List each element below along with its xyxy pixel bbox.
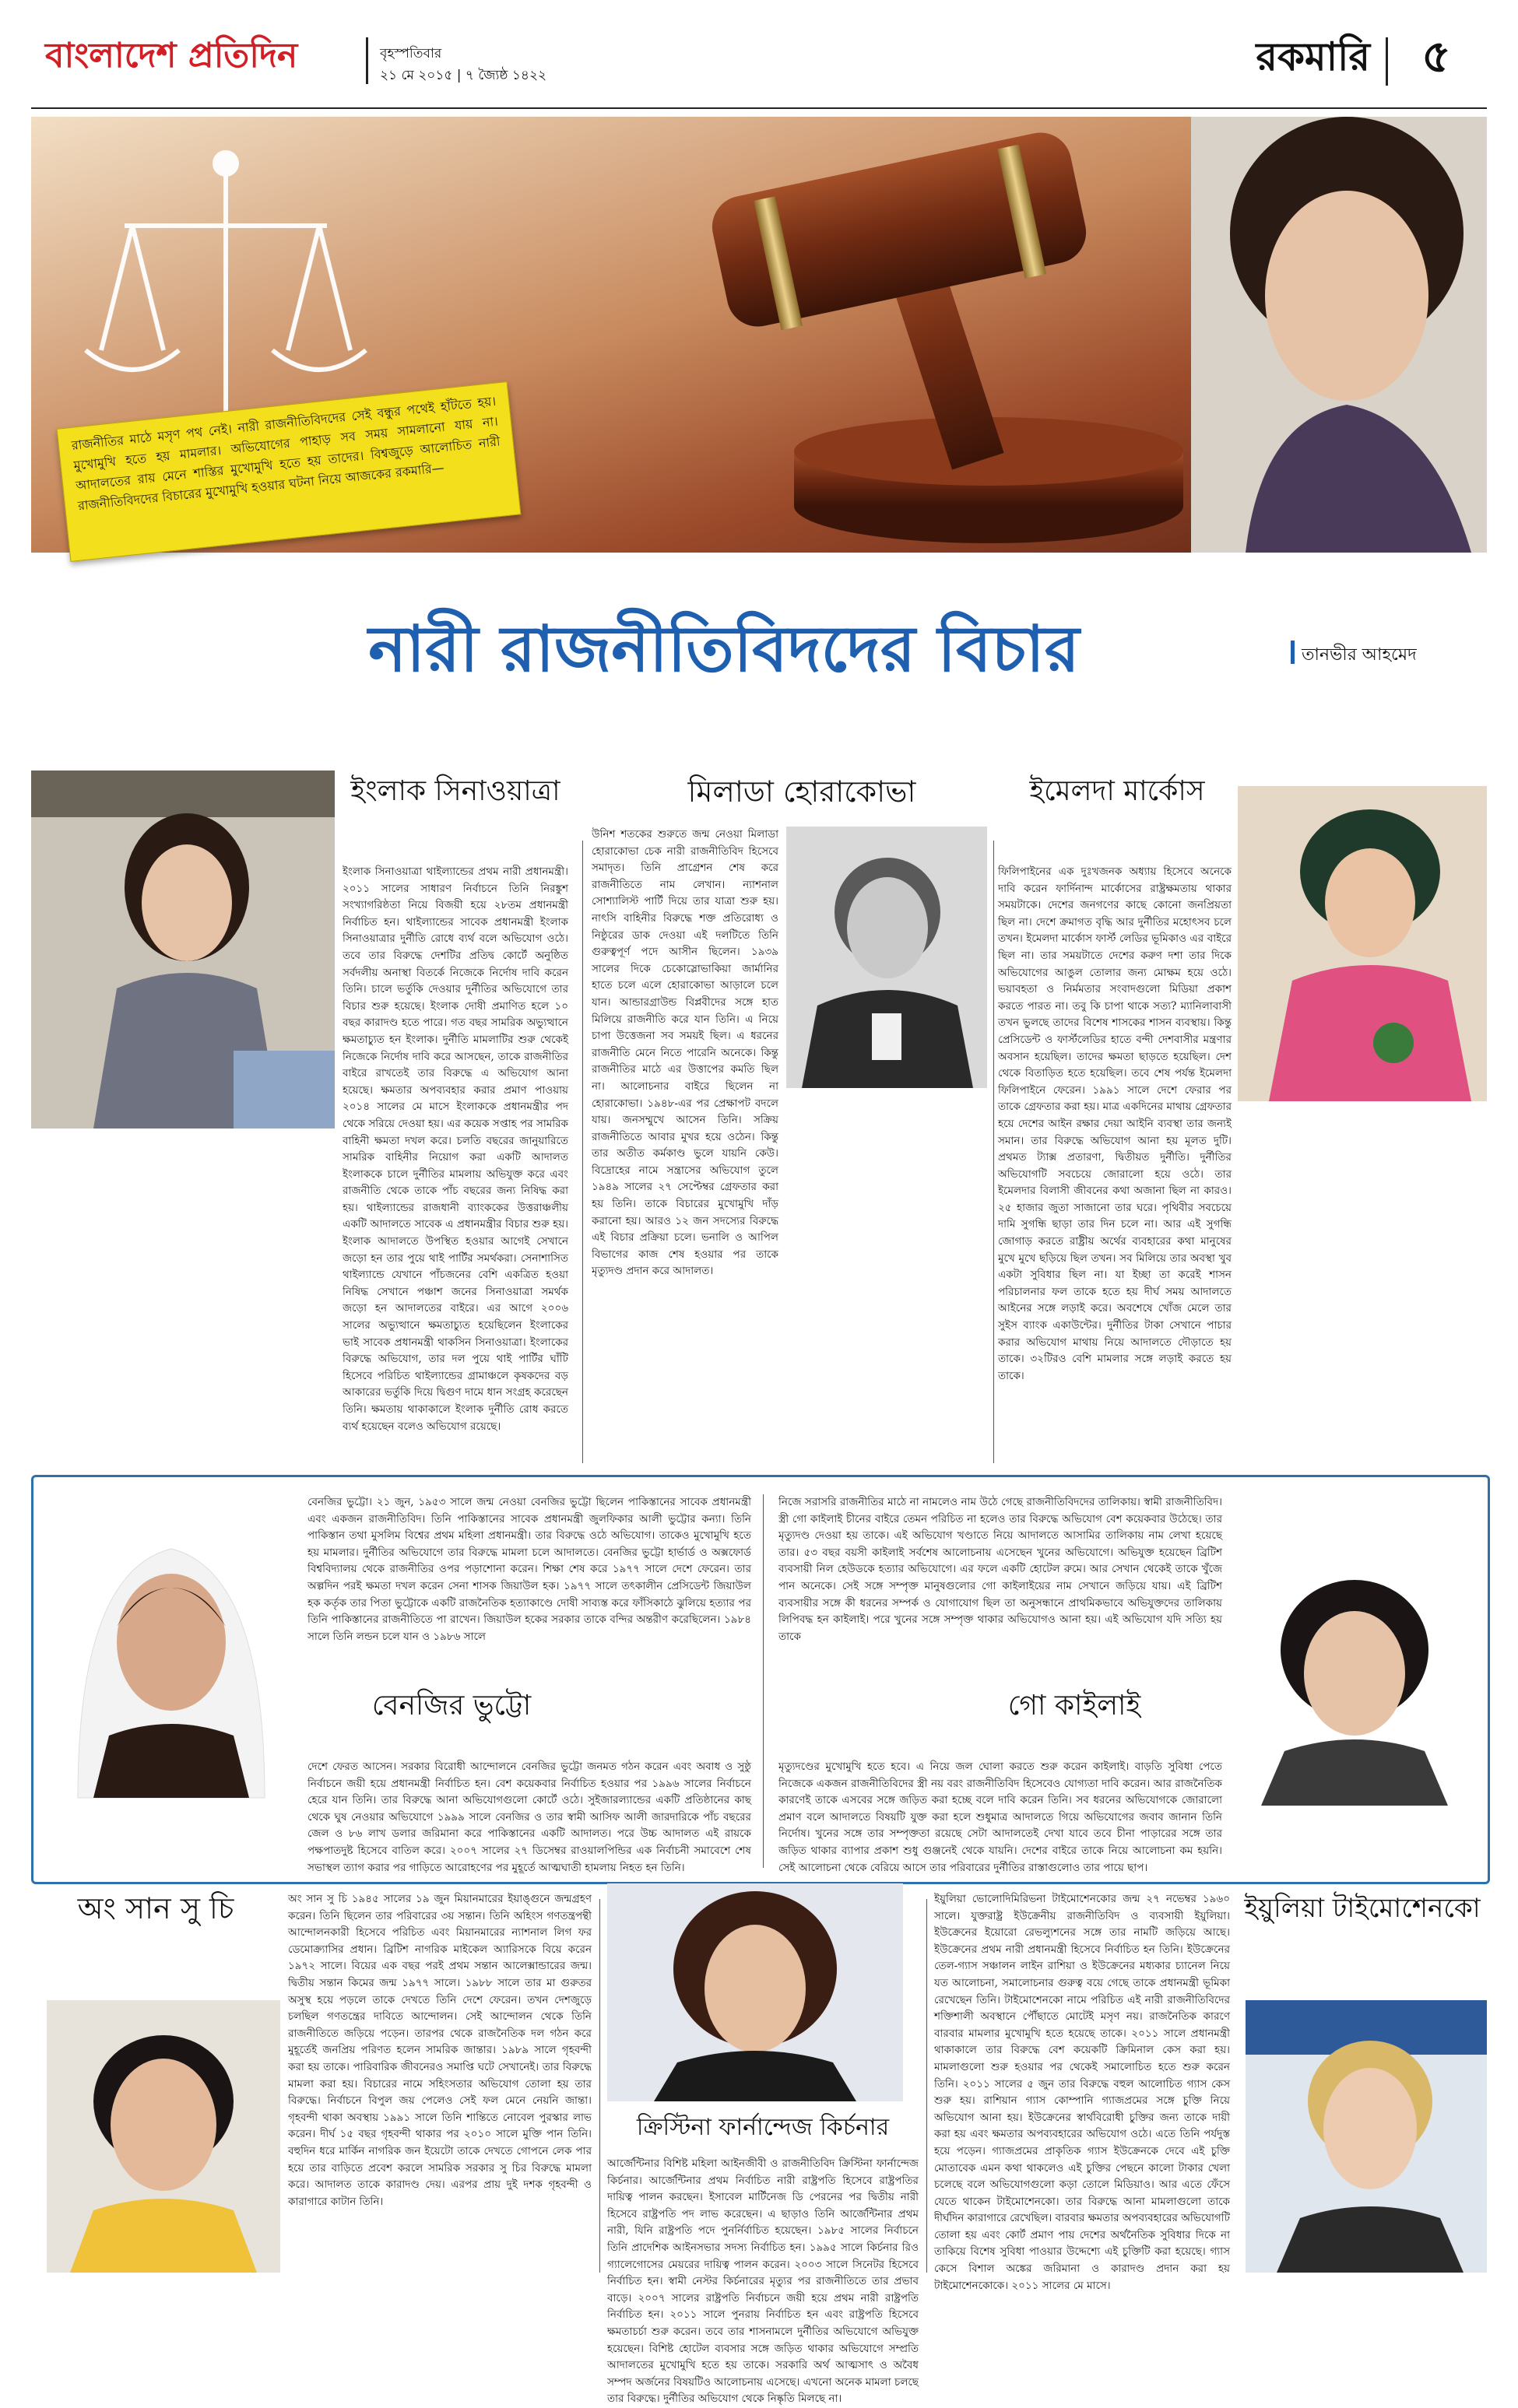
horakova-photo bbox=[786, 827, 987, 1088]
masthead bbox=[0, 0, 1518, 117]
logo-divider bbox=[366, 37, 368, 84]
horakova-body: উনিশ শতকের শুরুতে জন্ম নেওয়া মিলাডা হোরাকোভা চেক নারী রাজনীতিবিদ হিসেবে সমাদৃত। তিনি প্রাগ্রেশন শেষ করে রাজনীতিতে নাম লেখান। ন্যাশনাল সোশ্যালিস্ট পার্টি দিয়ে তার যাত্রা শুরু হয়। নাৎসি বাহিনীর বিরুদ্ধে শক্ত প্রতিরোধ্য ও নিষ্ঠুরের ডাক দেওয়া এই দলটিতে তিনি গুরুত্বপূর্ণ পদে আসীন ছিলেন। ১৯৩৯ সালের দিকে চেকোস্লোভাকিয়া জার্মানির হাতে চলে এলে হোরাকোভা আড়ালে চলে যান। আন্ডারগ্রাউন্ড বিপ্লবীদের সঙ্গে হাত মিলিয়ে রাজনীতি করে যান তিনি। এ নিয়ে চাপা উত্তেজনা সব সময়ই ছিল। এ ধরনের রাজনীতি মেনে নিতে পারেনি অনেকে। কিন্তু রাজনীতির মাঠে এর উত্তাপের কমতি ছিল না। আলোচনার বাইরে ছিলেন না হোরাকোভা। ১৯৪৮-এর পর প্রেক্ষাপট বদলে যায়। জনসম্মুখে আসেন তিনি। সক্রিয় রাজনীতিতে আবার মুখর হয়ে ওঠেন। কিন্তু তার অতীত কর্মকাণ্ড ভুলে যায়নি কেউ। বিদ্রোহের নামে সন্ত্রাসের অভিযোগ তুলে ১৯৪৯ সালের ২৭ সেপ্টেম্বর গ্রেফতার করা হয় তিনি। তাকে বিচারের মুখোমুখি দাঁড় করানো হয়। আরও ১২ জন সদস্যের বিরুদ্ধে এই বিচার প্রক্রিয়া চলে। ভনালি ও আপিল বিভাগের কাজ শেষ হওয়ার পর তাকে মৃত্যুদণ্ড প্রদান করে আদালত। bbox=[592, 828, 778, 1278]
bhutto-photo bbox=[47, 1502, 296, 1798]
page-number: ৫ bbox=[1421, 30, 1451, 82]
gukailai-photo bbox=[1238, 1557, 1471, 1806]
page-headline: নারী রাজনীতিবিদদের বিচার bbox=[368, 613, 1080, 686]
column-rule bbox=[926, 1899, 927, 2273]
column-rule bbox=[599, 1899, 600, 2273]
tymoshenko-body: ইয়ুলিয়া ভোলোদিমিরিভনা টাইমোশেনকোর জন্ম ২৭ নভেম্বর ১৯৬০ সালে। যুক্তরাষ্ট্র ইউক্রেনীয় রাজনীতিবিদ ও ব্যবসায়ী ইয়ুলিয়া। ইউক্রেনের ইয়োরো রেভল্যুশনের সঙ্গে তার নামটি জড়িয়ে আছে। ইউক্রেনের প্রথম নারী প্রধানমন্ত্রী হিসেবে নির্বাচিত হন তিনি। ইউক্রেনের তেল-গ্যাস সঞ্চালন লাইন রাশিয়া ও ইউক্রেনের মধ্যকার চ্যানেল নিয়ে যত আলোচনা, সমালোচনার গুরুত্ব বয়ে গেছে তাকে প্রধানমন্ত্রী ভূমিকা রেখেছেন তিনি। টাইমোশেনকো নামে পরিচিত এই নারী রাজনীতিবিদের শক্তিশালী অবস্থানে পৌঁছাতে মোটেই মসৃণ নয়। রাজনৈতিক কারণে বারবার মামলার মুখোমুখি হতে হয়েছে তাকে। ২০১১ সালে প্রধানমন্ত্রী থাকাকালে তার বিরুদ্ধে বেশ কয়েকটি ক্রিমিনাল কেস করা হয়। মামলাগুলো শুরু হওয়ার পর থেকেই সমালোচিত হতে শুরু করেন তিনি। ২০১১ সালের ৫ জুন তার বিরুদ্ধে বহুল আলোচিত গ্যাস কেস শুরু হয়। রাশিয়ান গ্যাস কোম্পানি গ্যাজপ্রমের সঙ্গে চুক্তি নিয়ে অভিযোগ আনা হয়। ইউক্রেনের স্বার্থবিরোধী চুক্তির জন্য তাকে দায়ী করা হয় এবং ক্ষমতার অপব্যবহারের অভিযোগ ওঠে। এতে তিনি পর্যদুস্ত হয়ে পড়েন। গ্যাজপ্রমের প্রাকৃতিক গ্যাস ইউক্রেনকে দেবে এই চুক্তি মোতাবেক এমন কথা থাকলেও এই চুক্তির পেছনে কালো টাকার খেলা চলেছে বলে অভিযোগগুলো কড়া তোলে মিডিয়াও। আর এতে ফেঁসে যেতে থাকেন টাইমোশেনকো। তার বিরুদ্ধে আনা মামলাগুলো তাকে দীর্ঘদিন কারাগারে রেখেছিল। বারবার ক্ষমতার অপব্যবহারের অভিযোগটি তোলা হয় এবং কোর্ট প্রমাণ পায় দেশের অর্থনৈতিক সুবিধার দিকে না তাকিয়ে বিশেষ সুবিধা পাওয়ার উদ্দেশ্যে এই চুক্তিটি করা হয়েছে। গ্যাস কেসে বিশাল অঙ্কের জরিমানা ও কারাদণ্ড প্রদান করা হয় টাইমোশেনকোকে। ২০১১ সালের মে মাসে। bbox=[934, 1893, 1230, 2292]
hero-banner bbox=[31, 117, 1487, 553]
tymoshenko-name: ইয়ুলিয়া টাইমোশেনকো bbox=[1244, 1893, 1481, 1924]
gukailai-body-top: নিজে সরাসরি রাজনীতির মাঠে না নামলেও নাম উঠে গেছে রাজনীতিবিদদের তালিকায়। স্বামী রাজনীতিবিদ। স্ত্রী গো কাইলাই চীনের বাইরে তেমন পরিচিত না হলেও তার বিরুদ্ধে অভিযোগ বেশ কয়েকবার উঠেছে। তার মৃত্যুদণ্ড দেওয়া হয় তাকে। এই অভিযোগ খণ্ডাতে নিয়ে আদালতে আসামির তালিকায় নাম লেখা হয়েছে তার। ৫৩ বছর বয়সী কাইলাই সর্বশেষ আলোচনায় এসেছেন খুনের অভিযোগে। অভিযুক্ত হয়েছেন ব্রিটিশ ব্যবসায়ী নিল হেউডকে হত্যার অভিযোগে। এর ফলে একটি হোটেল রুমে। আর সেখান থেকেই তাকে খুঁজে পান অনেকে। সেই সঙ্গে সম্পৃক্ত মানুষগুলোর গো কাইলাইয়ের নাম সেখানে জড়িয়ে যায়। এই ব্রিটিশ ব্যবসায়ীর সঙ্গে কী ধরনের সম্পর্ক ও যোগাযোগ ছিল তা অনুসন্ধানে প্রাথমিকভাবে অভিযুক্তদের তালিকায় লিপিবদ্ধ হন কাইলাই। পরে খুনের সঙ্গে সম্পৃক্ত থাকার অভিযোগও আনা হয়। এই অভিযোগ যদি সত্যি হয় তাকে bbox=[778, 1496, 1222, 1643]
newspaper-logo[interactable]: বাংলাদেশ প্রতিদিন bbox=[45, 36, 298, 75]
imelda-name: ইমেলদা মার্কোস bbox=[1029, 775, 1205, 807]
suukyi-name: অং সান সু চি bbox=[77, 1891, 234, 1925]
bhutto-body-top: বেনজির ভুট্টো। ২১ জুন, ১৯৫৩ সালে জন্ম নেওয়া বেনজির ভুট্টো ছিলেন পাকিস্তানের সাবেক প্রধানমন্ত্রী এবং একজন রাজনীতিবিদ। তিনি পাকিস্তানের সাবেক প্রধানমন্ত্রী জুলফিকার আলী ভুট্টোর কন্যা। তিনি পাকিস্তান তথা মুসলিম বিশ্বের প্রথম মহিলা প্রধানমন্ত্রী। তার বিরুদ্ধে ওঠে অভিযোগ। তাকেও মুখোমুখি হতে হয় মামলার। দুর্নীতির অভিযোগে তার বিরুদ্ধে মামলা চলে আদালতে। বেনজির ভুট্টো হার্ভার্ড ও অক্সফোর্ড বিশ্ববিদ্যালয় থেকে রাজনীতির ওপর পড়াশোনা করেন। শিক্ষা শেষ করে ১৯৭৭ সালে দেশে ফেরেন। তার অল্পদিন পরই ক্ষমতা দখল করেন সেনা শাসক জিয়াউল হক। ১৯৭৭ সালে তৎকালীন প্রেসিডেন্ট জিয়াউল হক কর্তৃক তার পিতা ভুট্টোকে একটি রাজনৈতিক হত্যাকাণ্ডে দোষী সাব্যস্ত করে ফাঁসিকাঠে ঝুলিয়ে হত্যার পর তিনি পাকিস্তানের রাজনীতিতে পা রাখেন। জিয়াউল হকের সরকার তাকে বন্দির অন্তরীণ করেছিলেন। ১৯৮৪ সালে তিনি লন্ডন চলে যান ও ১৯৮৬ সালে bbox=[307, 1496, 751, 1643]
bhutto-name: বেনজির ভুট্টো bbox=[311, 1689, 592, 1729]
suukyi-body: অং সান সু চি ১৯৪৫ সালের ১৯ জুন মিয়ানমারের ইয়াঙ্গুনে জন্মগ্রহণ করেন। তিনি ছিলেন তার পরিবারের ৩য় সন্তান। তিনি অহিংস গণতন্ত্রপন্থী আন্দোলনকারী হিসেবে পরিচিত এবং মিয়ানমারের ন্যাশনাল লিগ ফর ডেমোক্র্যাসির প্রধান। ব্রিটিশ নাগরিক মাইকেল অ্যারিসকে বিয়ে করেন ১৯৭২ সালে। বিয়ের এক বছর পরই প্রথম সন্তান আলেক্সান্ডারের জন্ম। দ্বিতীয় সন্তান কিমের জন্ম ১৯৭৭ সালে। ১৯৮৮ সালে তার মা গুরুতর অসুস্থ হয়ে পড়লে তাকে দেখতে তিনি দেশে ফেরেন। তখন দেশজুড়ে চলছিল গণতন্ত্রের দাবিতে আন্দোলন। সেই আন্দোলন থেকে তিনি রাজনীতিতে জড়িয়ে পড়েন। তারপর থেকে রাজনৈতিক দল গঠন করে মুহূর্তেই জনপ্রিয় পরিণত হলেন সামরিক জান্তার। ১৯৮৯ সালে গৃহবন্দী করা হয় তাকে। পারিবারিক জীবনেরও সমাপ্তি ঘটে সেখানেই। তার বিরুদ্ধে মামলা করা হয়। বিচারের নামে সহিংসতার অভিযোগ তোলা হয় তার বিরুদ্ধে। নির্বাচনে বিপুল জয় পেলেও সেই ফল মেনে নেয়নি জান্তা। গৃহবন্দী থাকা অবস্থায় ১৯৯১ সালে তিনি শান্তিতে নোবেল পুরস্কার লাভ করেন। দীর্ঘ ১৫ বছর গৃহবন্দী থাকার পর ২০১০ সালে মুক্তি পান তিনি। বহুদিন ধরে মার্কিন নাগরিক জন ইয়েটো তাকে দেখতে গোপনে লেক পার হয়ে তার বাড়িতে প্রবেশ করলে সামরিক সরকার সু চির বিরুদ্ধে মামলা করে। আদালত তাকে কারাদণ্ড দেয়। এরপর প্রায় দুই দশক গৃহবন্দী ও কারাগারে কাটান তিনি। bbox=[288, 1893, 592, 2208]
yingluck-body: ইংলাক সিনাওয়াত্রা থাইল্যান্ডের প্রথম নারী প্রধানমন্ত্রী। ২০১১ সালের সাধারণ নির্বাচনে তিনি নিরঙ্কুশ সংখ্যাগরিষ্ঠতা নিয়ে বিজয়ী হয়ে ২৮তম প্রধানমন্ত্রী নির্বাচিত হন। থাইল্যান্ডের সাবেক প্রধানমন্ত্রী ইংলাক সিনাওয়াত্রার দুর্নীতি রোধে ব্যর্থ বলে অভিযোগ ওঠে। তবে তার বিরুদ্ধে দেশটির প্রতিদ্ব কোর্টে অনুষ্ঠিত সর্বদলীয় অনাস্থা বিতর্কে নিজেকে নির্দোষ দাবি করেন তিনি। চালে ভর্তুকি দেওয়ার দুর্নীতির অভিযোগে তার বিচার শুরু হয়েছে। ইংলাক দোষী প্রমাণিত হলে ১০ বছর কারাদণ্ড হতে পারে। গত বছর সামরিক অভ্যুত্থানে ক্ষমতাচ্যুত হন ইংলাক। দুর্নীতি মামলাটির শুরু থেকেই নিজেকে নির্দোষ দাবি করে আসছেন, তাকে রাজনীতির বাইরে রাখতেই তার বিরুদ্ধে এ অভিযোগ আনা হয়েছে। ক্ষমতার অপব্যবহার করার প্রমাণ পাওয়ায় ২০১৪ সালের মে মাসে ইংলাককে প্রধানমন্ত্রীর পদ থেকে সরিয়ে দেওয়া হয়। এর কয়েক সপ্তাহ পর সামরিক বাহিনী ক্ষমতা দখল করে। চলতি বছরের জানুয়ারিতে সামরিক বাহিনীর নিয়োগ করা একটি আদালত ইংলাককে চালে দুর্নীতির মামলায় অভিযুক্ত করে এবং রাজনীতি থেকে তাকে পাঁচ বছরের জন্য নিষিদ্ধ করা হয়। থাইল্যান্ডের রাজধানী ব্যাংককের উত্তরাঞ্চলীয় একটি আদালতে সাবেক এ প্রধানমন্ত্রীর বিচার শুরু হয়। ইংলাক আদালতে উপস্থিত হওয়ার আগেই সেখানে জড়ো হন তার পুয়ে থাই পার্টির সমর্থকরা। সেনাশাসিত থাইল্যান্ডে যেখানে পাঁচজনের বেশি একত্রিত হওয়া নিষিদ্ধ সেখানে পঞ্চাশ জনের সিনাওয়াত্রা সমর্থক জড়ো হন আদালতের বাইরে। এর আগে ২০০৬ সালের অভ্যুত্থানে ক্ষমতাচ্যুত হয়েছিলেন ইংলাকের ভাই সাবেক প্রধানমন্ত্রী থাকসিন সিনাওয়াত্রা। ইংলাকের বিরুদ্ধে অভিযোগ, তার দল পুয়ে থাই পার্টির ঘাঁটি হিসেবে পরিচিত থাইল্যান্ডের গ্রামাঞ্চলে কৃষকদের বড় আকারের ভর্তুকি দিয়ে দ্বিগুণ দামে ধান সংগ্রহ করেছেন তিনি। ক্ষমতায় থাকাকালে ইংলাক দুর্নীতি রোধ করতে ব্যর্থ হয়েছেন বলেও অভিযোগ রয়েছে। bbox=[343, 865, 568, 1433]
masthead-rule bbox=[31, 107, 1487, 109]
yingluck-photo bbox=[31, 770, 335, 1129]
column-rule bbox=[582, 841, 583, 1463]
horakova-name: মিলাডা হোরাকোভা bbox=[687, 774, 916, 809]
column-rule bbox=[763, 1494, 764, 1868]
yingluck-name: ইংলাক সিনাওয়াত্রা bbox=[350, 775, 560, 807]
byline-bar bbox=[1291, 641, 1295, 664]
kirchner-body: আর্জেন্টিনার বিশিষ্ট মহিলা আইনজীবী ও রাজনীতিবিদ ক্রিস্টিনা ফার্নান্দেজ কির্চনার। আর্জেন্টিনার প্রথম নির্বাচিত নারী রাষ্ট্রপতি হিসেবে রাষ্ট্রপতির দায়িত্ব পালন করছেন। ইসাবেল মার্টিনেজ ডি পেরনের পর দ্বিতীয় নারী হিসেবে রাষ্ট্রপতি পদ লাভ করেছেন। এ ছাড়াও তিনি আর্জেন্টিনার প্রথম নারী, যিনি রাষ্ট্রপতি পদে পুনর্নির্বাচিত হয়েছেন। ১৯৮৫ সালের নির্বাচনে তিনি প্রাদেশিক আইনসভার সদস্য নির্বাচিত হন। ১৯৯৫ সালে কির্চনার রিও গ্যালেগোসের মেয়রের দায়িত্ব পালন করেন। ২০০৩ সালে সিনেটর হিসেবে নির্বাচিত হন। স্বামী নেস্টর কির্চনারের মৃত্যুর পর রাজনীতিতে তার প্রভাব বাড়ে। ২০০৭ সালের রাষ্ট্রপতি নির্বাচনে জয়ী হয়ে প্রথম নারী রাষ্ট্রপতি নির্বাচিত হন। ২০১১ সালে পুনরায় নির্বাচিত হন এবং রাষ্ট্রপতি হিসেবে ক্ষমতাচর্চা শুরু করেন। তবে তার শাসনামলে দুর্নীতির অভিযোগে অভিযুক্ত হয়েছেন। বিশিষ্ট হোটেল ব্যবসার সঙ্গে জড়িত থাকার অভিযোগে সম্প্রতি আদালতের মুখোমুখি হতে হয় তাকে। সরকারি অর্থ আত্মসাৎ ও অবৈধ সম্পদ অর্জনের বিষয়টিও আলোচনায় এসেছে। এখনো অনেক মামলা চলছে তার বিরুদ্ধে। দুর্নীতির অভিযোগ থেকে নিষ্কৃতি মিলছে না। bbox=[607, 2157, 919, 2406]
hero-caption: রাজনীতির মাঠে মসৃণ পথ নেই। নারী রাজনীতিবিদদের সেই বন্ধুর পথেই হাঁটতে হয়। মুখোমুখি হতে হয় মামলার। অভিযোগের পাহাড় সব সময় সামলানো যায় না। আদালতের রায় মেনে শাস্তির মুখোমুখি হতে হয় তাদের। বিশ্বজুড়ে আলোচিত নারী রাজনীতিবিদদের বিচারের মুখোমুখি হওয়ার ঘটনা নিয়ে আজকের রকমারি— bbox=[70, 393, 501, 514]
suukyi-photo bbox=[47, 2000, 280, 2273]
imelda-body: ফিলিপাইনের এক দুঃখজনক অধ্যায় হিসেবে অনেকে দাবি করেন ফার্দিনান্দ মার্কোসের রাষ্ট্রক্ষমতায় থাকার সময়টাকে। দেশের জনগণের কাছে কোনো জনপ্রিয়তা ছিল না। দেশে ক্রমাগত বৃদ্ধি আর দুর্নীতির মহোৎসব চলে তখন। ইমেলদা মার্কোস ফার্স্ট লেডির ভূমিকাও এর বাইরে ছিল না। তার সময়টাতে দেশের করুণ দশা তার দিকে অভিযোগের আঙুল তোলার জন্য মোক্ষম হয়ে ওঠে। ভয়াবহতা ও নির্মমতার সংবাদগুলো মিডিয়া প্রকাশ করতে পারত না। তবু কি চাপা থাকে সত্য? ম্যানিলাবাসী তখন ভুলছে তাদের বিশেষ শাসকের শাসন ব্যবস্থায়। কিন্তু প্রেসিডেন্ট ও ফার্স্টলেডির হাতে বন্দী দেশবাসীর মন্ত্রণার অবসান হয়েছিল। তাদের ক্ষমতা ছাড়তে হয়েছিল। দেশ থেকে বিতাড়িত হতে হয়েছিল। তবে শেষ পর্যন্ত ইমেলদা ফিলিপাইনে ফেরেন। ১৯৯১ সালে দেশে ফেরার পর তাকে গ্রেফতার করা হয়। মাত্র একদিনের মাথায় গ্রেফতার হয়ে দেশের আইন রক্ষার দেয়া আইনি ব্যবস্থা তার জন্যই সমান। তার বিরুদ্ধে অভিযোগ আনা হয় মূলত দুটি। প্রথমত ট্যাক্স প্রতারণা, দ্বিতীয়ত দুর্নীতি। দুর্নীতির অভিযোগটি সবচেয়ে জোরালো হয়ে ওঠে। তার ইমেলদার বিলাসী জীবনের কথা অজানা ছিল না কারও। ২৫ হাজার জুতা সাজানো তার ঘরে। পৃথিবীর সবচেয়ে দামি সুগন্ধি ছাড়া তার দিন চলে না। আর এই সুগন্ধি জোগাড় করতে রাষ্ট্রীয় অর্থের ব্যবহারের কথা মানুষের মুখে মুখে ছড়িয়ে ছিল তখন। সব মিলিয়ে তার অবস্থা খুব একটা সুবিধার ছিল না। যা ইচ্ছা তা করেই শাসন পরিচালনার ফল তাকে হতে হয় দীর্ঘ সময় আদালতে আইনের সঙ্গে লড়াই করে। অবশেষে খোঁজ মেলে তার সুইস ব্যাংক একাউন্টের। দুর্নীতির টাকা সেখানে পাচার করার অভিযোগ মাথায় নিয়ে আদালতে দৌড়াতে হয় তাকে। ৩২টিরও বেশি মামলার সঙ্গে লড়াই করতে হয় তাকে। bbox=[998, 865, 1232, 1382]
bhutto-body-bottom: দেশে ফেরত আসেন। সরকার বিরোধী আন্দোলনে বেনজির ভুট্টো জনমত গঠন করেন এবং অবাধ ও সুষ্ঠু নির্বাচনে জয়ী হয়ে প্রধানমন্ত্রী নির্বাচিত হন। বেশ কয়েকবার নির্বাচিত হওয়ার পর ১৯৯৬ সালের নির্বাচনে হেরে যান তিনি। তার বিরুদ্ধে আনা অভিযোগগুলো কোর্টে ওঠে। সুইজারল্যান্ডের একটি প্রতিষ্ঠানের কাছ থেকে ঘুষ নেওয়ার অভিযোগে ১৯৯৯ সালে বেনজির ও তার স্বামী আসিফ আলী জারদারিকে পাঁচ বছরের জেল ও ৮৬ লাখ ডলার জরিমানা করে পাকিস্তানের একটি আদালত। পরে উচ্চ আদালত এই রায়কে পক্ষপাতদুষ্ট হিসেবে বাতিল করে। ২০০৭ সালের ২৭ ডিসেম্বর রাওয়ালপিন্ডির এক নির্বাচনী সমাবেশে শেষ সভাস্থল ত্যাগ করার পর গাড়িতে আরোহণের পর মুহূর্তে আত্মঘাতী হামলায় নিহত হন তিনি। bbox=[307, 1759, 751, 1876]
gukailai-name: গো কাইলাই bbox=[1007, 1690, 1141, 1722]
edition-weekday: বৃহস্পতিবার bbox=[380, 46, 442, 61]
section-name[interactable]: রকমারি bbox=[1256, 34, 1370, 79]
tymoshenko-photo bbox=[1246, 2000, 1487, 2273]
yingluck-hero-photo bbox=[1191, 117, 1487, 553]
column-rule bbox=[993, 841, 994, 1463]
gukailai-body-bottom: মৃত্যুদণ্ডের মুখোমুখি হতে হবে। এ নিয়ে জল ঘোলা করতে শুরু করেন কাইলাই। বাড়তি সুবিধা পেতে নিজেকে একজন রাজনীতিবিদের স্ত্রী নয় বরং রাজনীতিবিদ হিসেবেও যোগ্যতা দাবি করেন। আর রাজনৈতিক কারণেই তাকে এসবের সঙ্গে জড়িত করা হচ্ছে বলে দাবি করেন তিনি। সব ধরনের অভিযোগকে জোরালো প্রমাণ বলে আদালতে বিষয়টি যুক্ত করা হলে শুধুমাত্র আদালতে গিয়ে অভিযোগের জবাব জানান তিনি নির্দোষ। খুনের সঙ্গে তার সম্পৃক্ততা রয়েছে সেটা আদালতেই দেখা যাবে তবে চীনা পাড়ারের সঙ্গে তার জড়িত থাকার ব্যাপার প্রকাশ শুধু গুঞ্জনেই থেকে যায়নি। দেশের বাইরে তাকে নিয়ে আলোচনা কম হয়নি। সেই আলোচনা থেকে বেরিয়ে আসে তার পরিবারের দুর্নীতির রাস্তাগুলোও তার পায়ে ছাপ। bbox=[778, 1760, 1222, 1874]
section-divider bbox=[1386, 37, 1388, 86]
byline: তানভীর আহমেদ bbox=[1302, 645, 1417, 665]
imelda-photo bbox=[1238, 786, 1487, 1101]
kirchner-name: ক্রিস্টিনা ফার্নান্দেজ কির্চনার bbox=[636, 2114, 890, 2141]
kirchner-photo bbox=[607, 1883, 903, 2101]
edition-date: ২১ মে ২০১৫ | ৭ জ্যৈষ্ঠ ১৪২২ bbox=[380, 68, 547, 83]
